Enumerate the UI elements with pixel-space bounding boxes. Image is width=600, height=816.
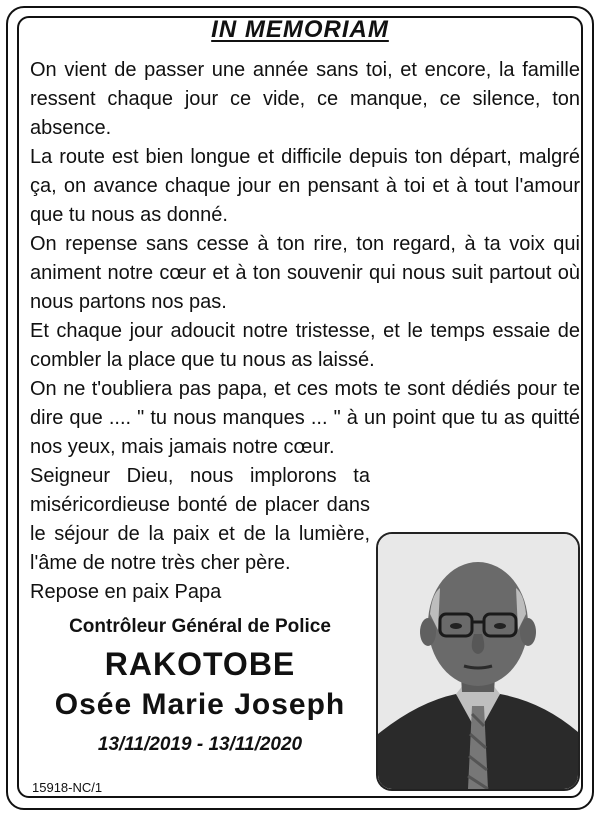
paragraph-3: On repense sans cesse à ton rire, ton regard, à ta voix qui animent notre cœur et à ton souvenir qui nous suit partout où nous partons nos pas. bbox=[30, 233, 580, 313]
deceased-position: Contrôleur Général de Police bbox=[69, 616, 331, 637]
deceased-surname: RAKOTOBE bbox=[104, 646, 296, 682]
memorial-dates: 13/11/2019 - 13/11/2020 bbox=[97, 734, 303, 755]
paragraph-5: On ne t'oubliera pas papa, et ces mots te sont dédiés pour te dire que .... " tu nous manques ... " à un point que tu as quitté nos yeux, mais jamais notre cœur. bbox=[30, 378, 580, 458]
memorial-text bbox=[30, 56, 580, 607]
deceased-given-names: Osée Marie Joseph bbox=[54, 688, 346, 721]
reference-code: 15918-NC/1 bbox=[32, 780, 103, 795]
paragraph-4: Et chaque jour adoucit notre tristesse, et le temps essaie de combler la place que tu nous as laissé. bbox=[30, 320, 580, 371]
paragraph-2: La route est bien longue et difficile depuis ton départ, malgré ça, on avance chaque jour en pensant à toi et à tout l'amour que tu nous as donné. bbox=[30, 146, 580, 226]
portrait-illustration bbox=[378, 534, 578, 789]
page-title: IN MEMORIAM bbox=[211, 16, 389, 43]
paragraph-7: Repose en paix Papa bbox=[30, 581, 222, 603]
paragraph-6: Seigneur Dieu, nous implorons ta miséricordieuse bonté de placer dans le séjour de la paix et de la lumière, l'âme de notre très cher père. bbox=[30, 465, 370, 574]
portrait-photo bbox=[376, 532, 580, 791]
paragraph-1: On vient de passer une année sans toi, et encore, la famille ressent chaque jour ce vide, ce manque, ce silence, ton absence. bbox=[30, 59, 580, 139]
